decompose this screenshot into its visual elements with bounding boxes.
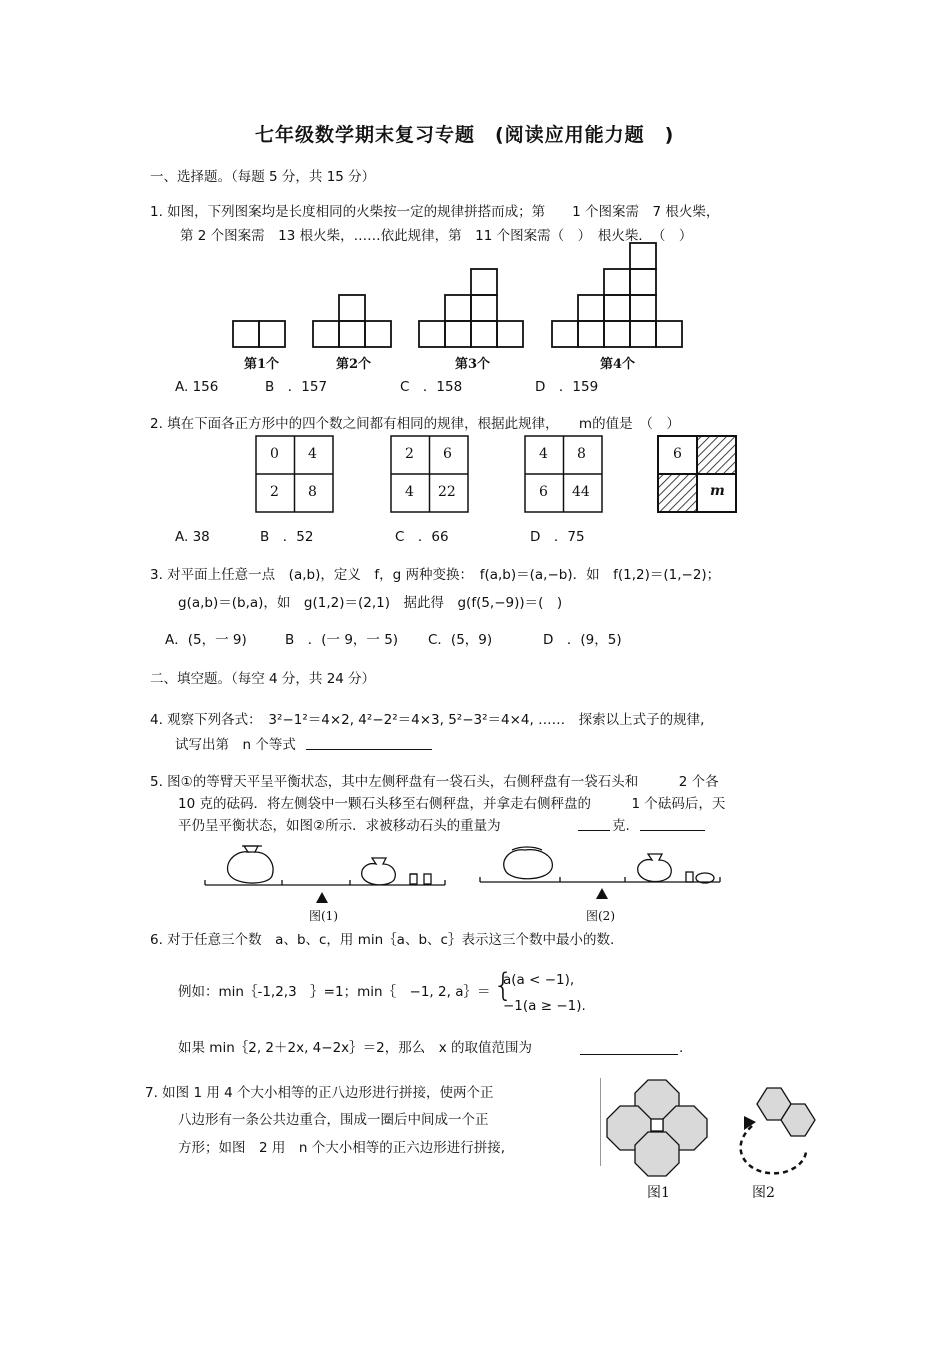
q6-case1: a(a < −1), bbox=[503, 972, 575, 988]
q2-option-b: B ．52 bbox=[260, 529, 314, 545]
q2-line1: 2. 填在下面各正方形中的四个数之间都有相同的规律，根据此规律， m的值是 （ ） bbox=[150, 416, 680, 432]
square1-cell-tl: 0 bbox=[270, 446, 279, 462]
q6-case2: −1(a ≥ −1). bbox=[503, 998, 586, 1014]
q1-option-a: A. 156 bbox=[175, 379, 219, 395]
square3-cell-tl: 4 bbox=[539, 446, 548, 462]
q3-option-c: C．(5，9) bbox=[428, 632, 493, 648]
q1-option-b: B ．157 bbox=[265, 379, 328, 395]
q5-line2: 10 克的砝码．将左侧袋中一颗石头移至右侧秤盘，并拿走右侧秤盘的 1 个砝码后，天 bbox=[178, 796, 726, 812]
q4-answer-blank[interactable] bbox=[306, 735, 432, 750]
square2-cell-tl: 2 bbox=[405, 446, 414, 462]
q7-fig1-caption: 图1 bbox=[647, 1185, 670, 1201]
square3-cell-br: 44 bbox=[572, 484, 590, 500]
q5-answer-blank[interactable] bbox=[578, 816, 610, 831]
q7-line2: 八边形有一条公共边重合，围成一圈后中间成一个正 bbox=[178, 1112, 489, 1128]
square2-cell-br: 22 bbox=[438, 484, 456, 500]
q7-line3: 方形；如图 2 用 n 个大小相等的正六边形进行拼接, bbox=[178, 1140, 506, 1156]
figure-label-1: 第1个 bbox=[244, 357, 280, 372]
figure-label-3: 第3个 bbox=[455, 357, 491, 372]
q1-line1: 1. 如图，下列图案均是长度相同的火柴按一定的规律拼搭而成；第 1 个图案需 7 根火柴， bbox=[150, 204, 720, 220]
q3-option-d: D ．(9，5) bbox=[543, 632, 622, 648]
q6-example: 例如：min｛-1,2,3 ｝=1；min｛ −1, 2, a｝＝ bbox=[178, 984, 491, 1000]
square2-cell-tr: 6 bbox=[443, 446, 452, 462]
q5-extra-line bbox=[640, 830, 705, 831]
figure-label-4: 第4个 bbox=[600, 357, 636, 372]
q6-answer-blank[interactable] bbox=[580, 1040, 678, 1055]
square4-cell-m: m bbox=[710, 483, 725, 499]
section-choice-heading: 一、选择题。（每题 5 分，共 15 分） bbox=[150, 169, 376, 185]
fig2-caption: 图(2) bbox=[586, 909, 615, 923]
square3-cell-bl: 6 bbox=[539, 484, 548, 500]
q1-option-c: C ．158 bbox=[400, 379, 463, 395]
fig1-caption: 图(1) bbox=[309, 909, 338, 923]
q6-end: . bbox=[679, 1040, 684, 1056]
q6-brace: { bbox=[493, 966, 514, 1004]
q1-option-d: D ．159 bbox=[535, 379, 599, 395]
q5-line1: 5. 图①的等臂天平呈平衡状态，其中左侧秤盘有一袋石头，右侧秤盘有一袋石头和 2 个各 bbox=[150, 774, 719, 790]
q4-line1: 4. 观察下列各式： 3²−1²＝4×2, 4²−2²＝4×3, 5²−3²＝4×4, …… 探索以上式子的规律, bbox=[150, 712, 705, 728]
q5-unit: 克. bbox=[612, 818, 630, 834]
square3-cell-tr: 8 bbox=[577, 446, 586, 462]
square1-cell-br: 8 bbox=[308, 484, 317, 500]
q6-line3: 如果 min｛2, 2＋2x, 4−2x｝＝2，那么 x 的取值范围为 bbox=[178, 1040, 533, 1056]
q3-line1: 3. 对平面上任意一点 (a,b)，定义 f，g 两种变换： f(a,b)＝(a,−b)．如 f(1,2)＝(1,−2)； bbox=[150, 567, 721, 583]
q6-line1: 6. 对于任意三个数 a、b、c，用 min｛a、b、c｝表示这三个数中最小的数. bbox=[150, 932, 615, 948]
page-title: 七年级数学期末复习专题 (阅读应用能力题 ) bbox=[255, 124, 675, 146]
q4-line2: 试写出第 n 个等式 bbox=[175, 737, 296, 753]
q7-fig2-caption: 图2 bbox=[752, 1185, 775, 1201]
section-fill-heading: 二、填空题。（每空 4 分，共 24 分） bbox=[150, 671, 376, 687]
square2-cell-bl: 4 bbox=[405, 484, 414, 500]
q5-line3: 平仍呈平衡状态，如图②所示．求被移动石头的重量为 bbox=[178, 818, 501, 834]
q3-option-b: B ．(一 9，一 5) bbox=[285, 632, 399, 648]
square1-cell-bl: 2 bbox=[270, 484, 279, 500]
square1-cell-tr: 4 bbox=[308, 446, 317, 462]
q1-line2: 第 2 个图案需 13 根火柴，……依此规律，第 11 个图案需（ ） 根火柴． （ ） bbox=[180, 228, 693, 244]
q7-line1: 7. 如图 1 用 4 个大小相等的正八边形进行拼接，使两个正 bbox=[145, 1085, 494, 1101]
q2-option-a: A. 38 bbox=[175, 529, 210, 545]
q7-divider bbox=[600, 1078, 601, 1166]
q2-option-c: C ．66 bbox=[395, 529, 449, 545]
q2-option-d: D ．75 bbox=[530, 529, 585, 545]
figure-label-2: 第2个 bbox=[336, 357, 372, 372]
q3-option-a: A．(5，一 9) bbox=[165, 632, 247, 648]
square4-cell-tl: 6 bbox=[673, 446, 682, 462]
q3-line2: g(a,b)＝(b,a)，如 g(1,2)＝(2,1) 据此得 g(f(5,−9))＝( ) bbox=[178, 595, 563, 611]
